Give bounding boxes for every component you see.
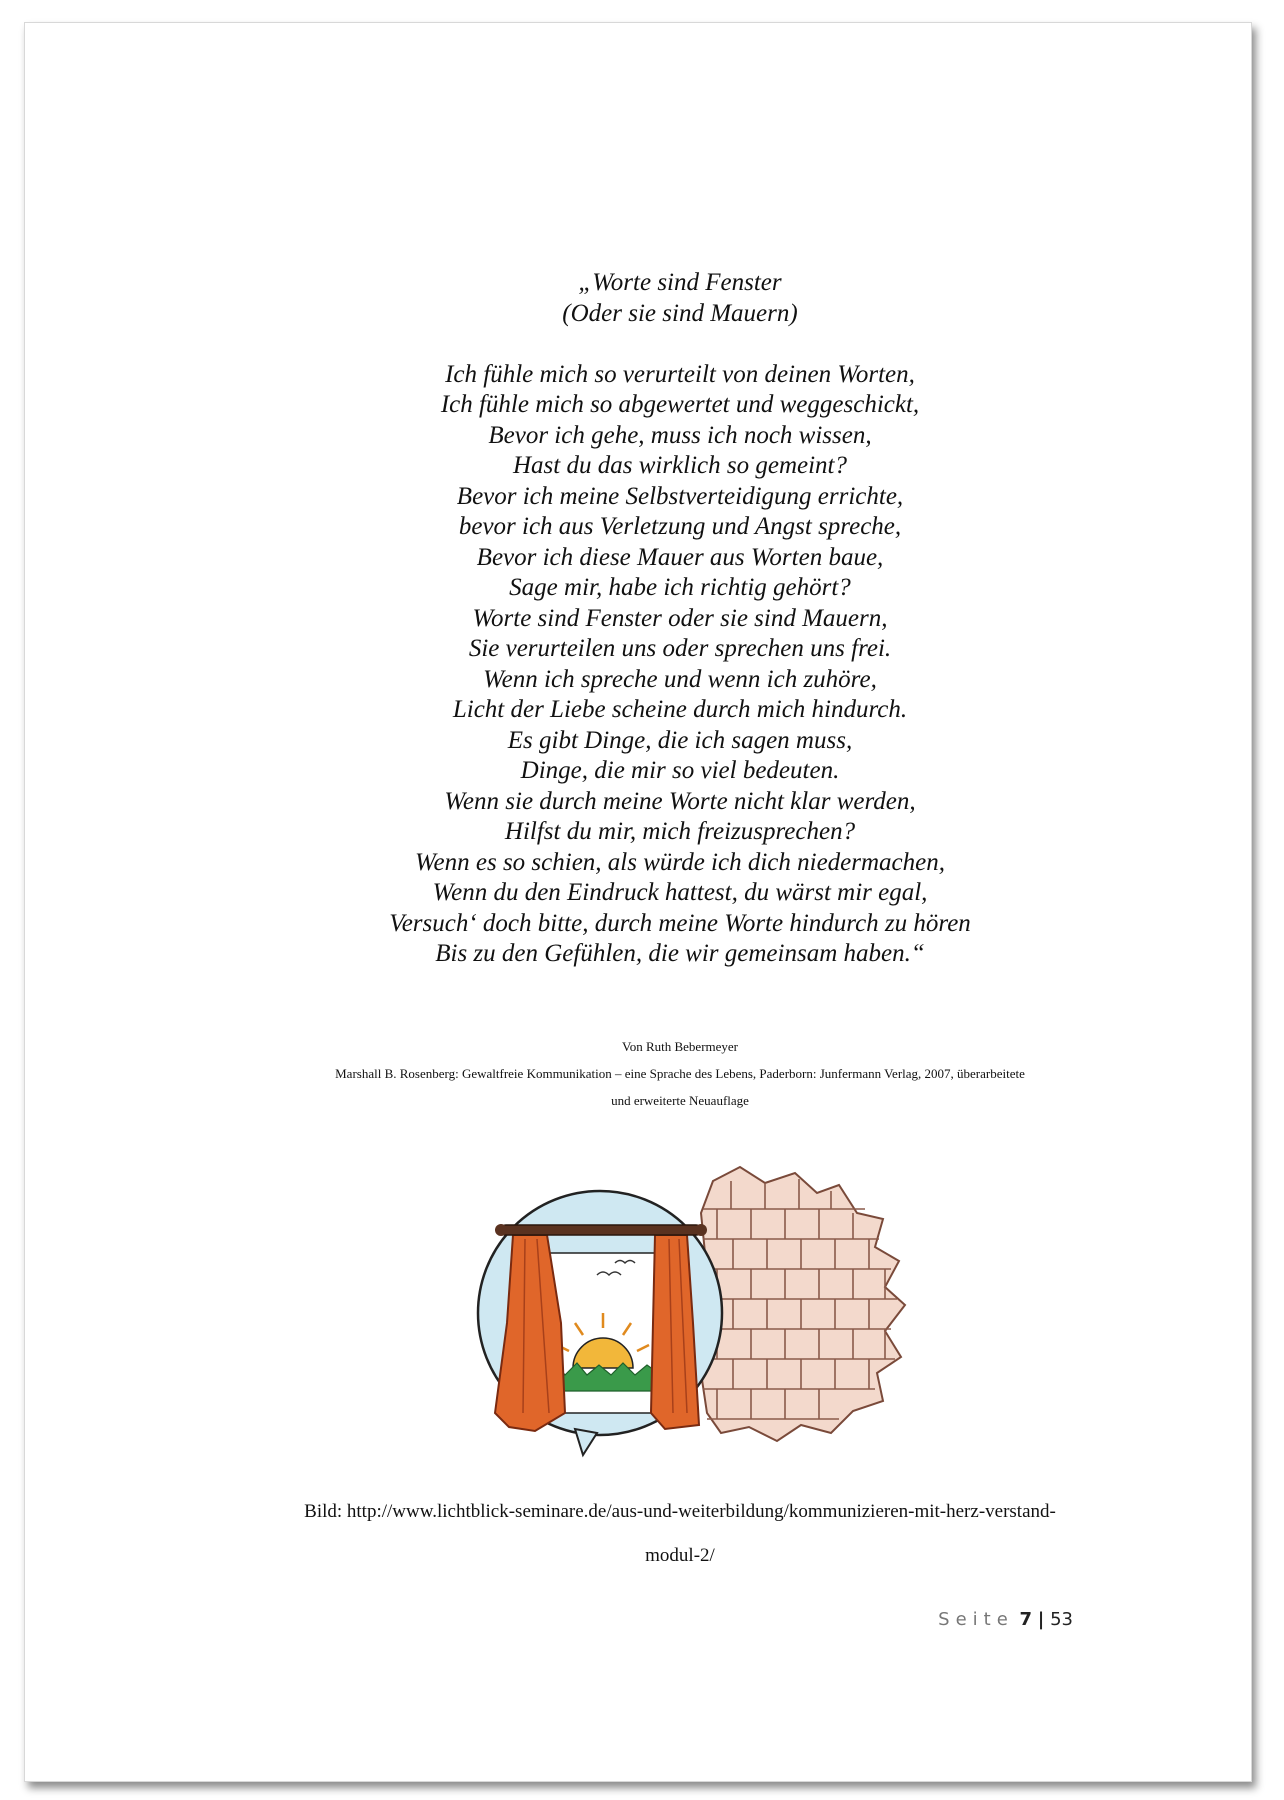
poem-line: bevor ich aus Verletzung und Angst spreche, <box>458 513 902 540</box>
page-separator: | <box>1037 1609 1045 1630</box>
poem-line: Bevor ich gehe, muss ich noch wissen, <box>488 421 872 449</box>
poem-line: Sage mir, habe ich richtig gehört? <box>509 574 851 601</box>
poem-line: Ich fühle mich so abgewertet und weggeschickt, <box>440 391 920 418</box>
poem-line: Versuch‘ doch bitte, durch meine Worte hindurch zu hören <box>389 909 971 937</box>
poem-line: Hast du das wirklich so gemeint? <box>512 452 847 479</box>
poem-line: Sie verurteilen uns oder sprechen uns frei. <box>468 635 892 662</box>
window-and-wall-illustration <box>465 1163 935 1473</box>
poem-line: Ich fühle mich so verurteilt von deinen Worten, <box>445 360 915 388</box>
page-label: Seite <box>938 1609 1014 1630</box>
poem-line: Es gibt Dinge, die ich sagen muss, <box>507 726 853 754</box>
poem-line: Bevor ich meine Selbstverteidigung errichte, <box>456 482 904 510</box>
poem-line: Wenn du den Eindruck hattest, du wärst mir egal, <box>432 879 928 906</box>
poem-line: Worte sind Fenster oder sie sind Mauern, <box>472 604 888 632</box>
poem-line: Dinge, die mir so viel bedeuten. <box>520 757 840 784</box>
source-reference-cont: und erweiterte Neuauflage <box>611 1093 749 1108</box>
poem-line: Wenn sie durch meine Worte nicht klar werden, <box>444 787 916 815</box>
document-page <box>24 22 1252 1782</box>
poem-line: Licht der Liebe scheine durch mich hindurch. <box>452 696 908 723</box>
poem-line: Wenn ich spreche und wenn ich zuhöre, <box>483 665 877 693</box>
poem <box>25 268 1284 970</box>
brick-wall-drawing <box>699 1167 905 1441</box>
poem-subtitle: (Oder sie sind Mauern) <box>562 299 798 327</box>
image-caption <box>25 1490 1284 1578</box>
poem-title: „Worte sind Fenster <box>578 269 782 296</box>
total-pages: 53 <box>1050 1609 1073 1630</box>
source-reference: Marshall B. Rosenberg: Gewaltfreie Kommunikation – eine Sprache des Lebens, Paderborn: Junfermann Verlag, 2007, überarbeitete <box>335 1066 1025 1081</box>
poem-line: Wenn es so schien, als würde ich dich niedermachen, <box>415 848 945 876</box>
poem-line: Hilfst du mir, mich freizusprechen? <box>504 818 856 845</box>
poem-line: Bis zu den Gefühlen, die wir gemeinsam haben.“ <box>435 940 925 967</box>
source-author: Von Ruth Bebermeyer <box>621 1039 739 1054</box>
current-page: 7 <box>1019 1609 1033 1630</box>
page-number <box>938 1609 1073 1630</box>
poem-line: Bevor ich diese Mauer aus Worten baue, <box>476 543 884 571</box>
window-drawing <box>478 1191 722 1455</box>
source-attribution <box>25 1033 1284 1114</box>
caption-line: Bild: http://www.lichtblick-seminare.de/aus-und-weiterbildung/kommunizieren-mit-herz-verstand- <box>304 1501 1056 1522</box>
caption-line-cont: modul-2/ <box>645 1545 715 1566</box>
